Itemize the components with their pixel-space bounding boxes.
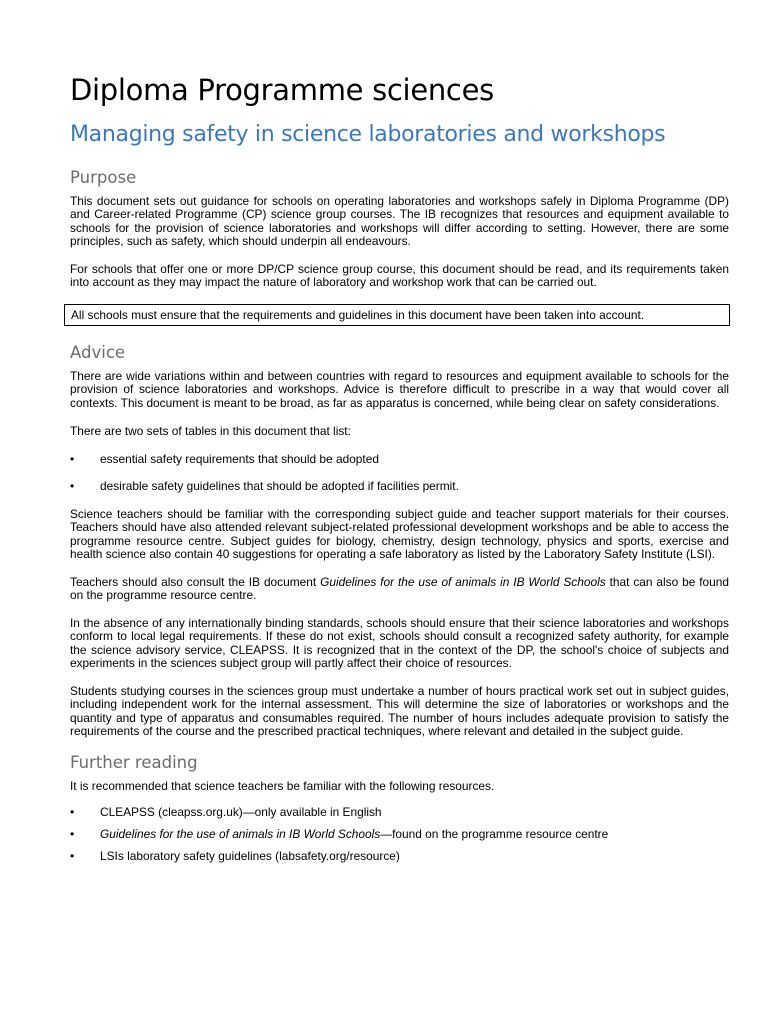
advice-paragraph-2: There are two sets of tables in this document that list: (70, 424, 351, 438)
list-item-text: Guidelines for the use of animals in IB World Schools—found on the programme resource centre (100, 827, 609, 841)
advice-paragraph-3: Science teachers should be familiar with the corresponding subject guide and teacher support materials for their courses. Teachers should have also attended relevant subject-related professional development workshops and be able to access the programme resource centre. Subject guides for biology, chemistry, design technology, physics and sports, exercise and health science also contain 40 suggestions for operating a safe laboratory as listed by the Laboratory Safety Institute (LSI). (70, 507, 729, 561)
document-title-reference: Guidelines for the use of animals in IB World Schools (320, 575, 606, 589)
advice-heading: Advice (70, 343, 126, 362)
advice-paragraph-4: Teachers should also consult the IB document Guidelines for the use of animals in IB World Schools that can also be found on the programme resource centre. (70, 575, 729, 603)
advice-paragraph-1: There are wide variations within and between countries with regard to resources and equipment available to schools for the provision of science laboratories and workshops. Advice is therefore difficult to prescribe in a way that would cover all contexts. This document is meant to be broad, as far as apparatus is concerned, while being clear on safety considerations. (70, 369, 729, 410)
bullet-icon: • (70, 452, 75, 466)
further-reading-heading: Further reading (70, 753, 198, 772)
purpose-paragraph-2: For schools that offer one or more DP/CP science group course, this document should be read, and its requirements taken into account as they may impact the nature of laboratory and workshop work that can be carried out. (70, 262, 729, 290)
list-item-text: LSIs laboratory safety guidelines (labsafety.org/resource) (100, 849, 400, 863)
further-reading-intro: It is recommended that science teachers be familiar with the following resources. (70, 779, 495, 793)
list-item-text: desirable safety guidelines that should be adopted if facilities permit. (100, 479, 459, 493)
bullet-icon: • (70, 827, 75, 841)
list-item-text: CLEAPSS (cleapss.org.uk)—only available in English (100, 805, 382, 819)
list-item-text: essential safety requirements that should be adopted (100, 452, 379, 466)
advice-paragraph-5: In the absence of any internationally binding standards, schools should ensure that their science laboratories and workshops conform to local legal requirements. If these do not exist, schools should consult a recognized safety authority, for example the science advisory service, CLEAPSS. It is recognized that in the context of the DP, the school's choice of subjects and experiments in the sciences subject group will partly affect their choice of resources. (70, 616, 729, 670)
requirements-notice-box: All schools must ensure that the requirements and guidelines in this document have been taken into account. (64, 304, 730, 326)
purpose-heading: Purpose (70, 168, 137, 187)
purpose-paragraph-1: This document sets out guidance for schools on operating laboratories and workshops safely in Diploma Programme (DP) and Career-related Programme (CP) science group courses. The IB recognizes that resources and equipment available to schools for the provision of science laboratories and workshops will differ according to setting. However, there are some principles, such as safety, which should underpin all endeavours. (70, 194, 729, 248)
page-title: Diploma Programme sciences (70, 73, 494, 107)
page-subtitle: Managing safety in science laboratories and workshops (70, 122, 666, 147)
bullet-icon: • (70, 479, 75, 493)
bullet-icon: • (70, 805, 75, 819)
bullet-icon: • (70, 849, 75, 863)
advice-paragraph-6: Students studying courses in the sciences group must undertake a number of hours practical work set out in subject guides, including independent work for the internal assessment. This will determine the size of laboratories or workshops and the quantity and type of apparatus and consumables required. The number of hours includes adequate provision to satisfy the requirements of the course and the prescribed practical techniques, where relevant and detailed in the subject guide. (70, 684, 729, 738)
